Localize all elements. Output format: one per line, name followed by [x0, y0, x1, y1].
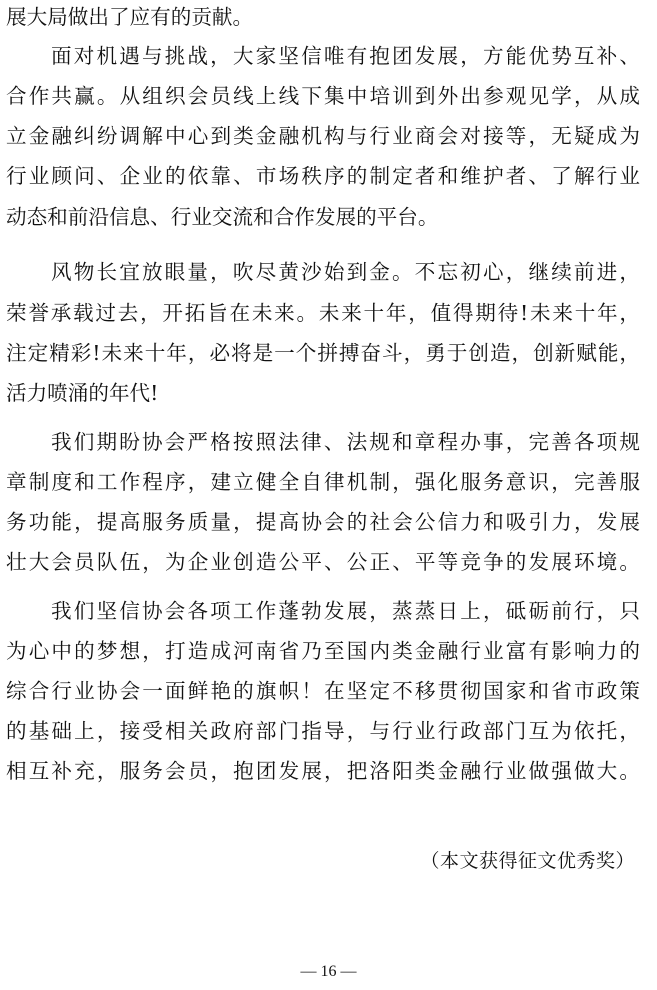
paragraph-line: 行业顾问、企业的依靠、市场秩序的制定者和维护者、了解行业 [6, 164, 640, 188]
paragraph-line: 风物长宜放眼量，吹尽黄沙始到金。不忘初心，继续前进， [51, 260, 640, 284]
paragraph-line: 相互补充，服务会员，抱团发展，把洛阳类金融行业做强做大。 [6, 759, 640, 783]
paragraph-line: 我们期盼协会严格按照法律、法规和章程办事，完善各项规 [51, 430, 640, 454]
page-number: — 16 — [300, 963, 357, 980]
award-note: （本文获得征文优秀奖） [420, 850, 635, 872]
paragraph-line: 动态和前沿信息、行业交流和合作发展的平台。 [6, 205, 439, 229]
paragraph-line: 面对机遇与挑战，大家坚信唯有抱团发展，方能优势互补、 [51, 44, 640, 68]
paragraph-line: 综合行业协会一面鲜艳的旗帜！在坚定不移贯彻国家和省市政策 [6, 679, 640, 703]
paragraph-line: 活力喷涌的年代! [6, 381, 159, 405]
paragraph-line: 注定精彩!未来十年，必将是一个拼搏奋斗，勇于创造，创新赋能， [6, 341, 640, 365]
paragraph-line: 为心中的梦想，打造成河南省乃至国内类金融行业富有影响力的 [6, 639, 640, 663]
paragraph-line: 壮大会员队伍，为企业创造公平、公正、平等竞争的发展环境。 [6, 550, 640, 574]
paragraph-line: 的基础上，接受相关政府部门指导，与行业行政部门互为依托， [6, 719, 640, 743]
paragraph-line: 荣誉承载过去，开拓旨在未来。未来十年，值得期待!未来十年， [6, 301, 640, 325]
paragraph-line: 我们坚信协会各项工作蓬勃发展，蒸蒸日上，砥砺前行，只 [51, 599, 640, 623]
paragraph-line: 立金融纠纷调解中心到类金融机构与行业商会对接等，无疑成为 [6, 124, 640, 148]
paragraph-line: 合作共赢。从组织会员线上线下集中培训到外出参观见学，从成 [6, 84, 640, 108]
paragraph-line: 务功能，提高服务质量，提高协会的社会公信力和吸引力，发展 [6, 510, 640, 534]
paragraph-line: 展大局做出了应有的贡献。 [6, 5, 254, 29]
paragraph-line: 章制度和工作程序，建立健全自律机制，强化服务意识，完善服 [6, 470, 640, 494]
